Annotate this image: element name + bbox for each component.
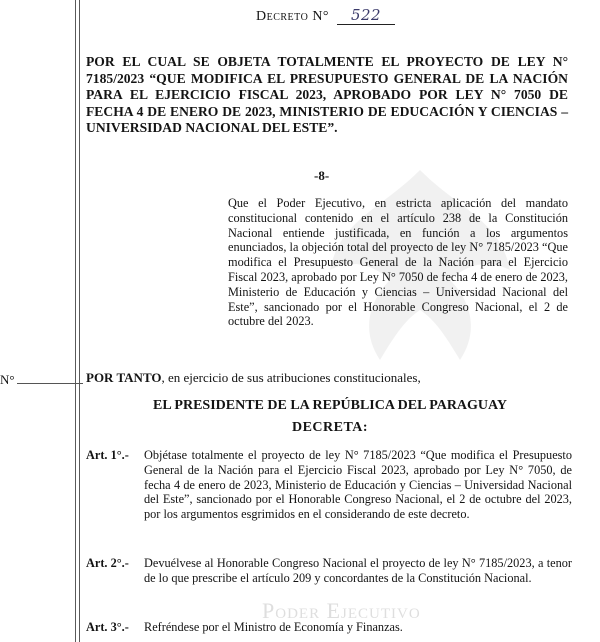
por-tanto-clause xyxy=(86,370,421,386)
margin-number-blank xyxy=(17,383,83,384)
article-3-label: Art. 3°.- xyxy=(86,620,129,634)
article-3-text: Refréndese por el Ministro de Economía y Finanzas. xyxy=(144,620,403,634)
por-tanto-lead: POR TANTO xyxy=(86,370,162,385)
decree-number-line xyxy=(256,6,395,25)
margin-number-field xyxy=(0,372,83,388)
page-number: -8- xyxy=(314,168,330,183)
considering-paragraph: Que el Poder Ejecutivo, en estricta aplicación del mandato constitucional contenido en el artículo 238 de la Constitución Nacional entiende justificada, en función a los argumentos enunciados, la objeción total del proyecto de ley N° 7185/2023 “Que modifica el Presupuesto General de la Nación para el Ejercicio Fiscal 2023, aprobado por Ley N° 7050 de fecha 4 de enero de 2023, Ministerio de Educación y Ciencias – Universidad Nacional del Este”, sancionado por el Honorable Congreso Nacional, el 2 de octubre del 2023. xyxy=(228,196,568,329)
decree-number: 522 xyxy=(337,6,395,25)
president-heading: EL PRESIDENTE DE LA REPÚBLICA DEL PARAGUAY xyxy=(153,398,507,413)
decreta-heading: DECRETA: xyxy=(291,420,369,435)
article-1-text: Objétase totalmente el proyecto de ley N° 7185/2023 “Que modifica el Presupuesto General de la Nación para el Ejercicio Fiscal 2023, aprobado por Ley N° 7050, de fecha 4 de enero de 2023, Ministerio de Educación y Ciencias – Universidad Nacional del Este”, sancionado por el Honorable Congreso Nacional, el 2 de octubre del 2023, por los argumentos esgrimidos en el considerando de este decreto. xyxy=(144,448,572,522)
decree-title: POR EL CUAL SE OBJETA TOTALMENTE EL PROYECTO DE LEY N° 7185/2023 “QUE MODIFICA EL PRESUPUESTO GENERAL DE LA NACIÓN PARA EL EJERCICIO FISCAL 2023, APROBADO POR LEY N° 7050 DE FECHA 4 DE ENERO DE 2023, MINISTERIO DE EDUCACIÓN Y CIENCIAS – UNIVERSIDAD NACIONAL DEL ESTE”. xyxy=(86,54,568,135)
article-3 xyxy=(86,620,572,635)
left-margin-rule-inner xyxy=(79,0,80,642)
article-2-label: Art. 2°.- xyxy=(86,556,129,570)
article-1-label: Art. 1°.- xyxy=(86,448,129,462)
margin-number-label: N° xyxy=(0,372,15,387)
article-1 xyxy=(86,448,572,522)
decree-label: Decreto N° xyxy=(256,9,330,24)
left-margin-rule-outer xyxy=(75,0,76,642)
poder-ejecutivo-watermark: Poder Ejecutivo xyxy=(262,598,421,623)
por-tanto-rest: , en ejercicio de sus atribuciones constitucionales, xyxy=(161,370,421,385)
article-2-text: Devuélvese al Honorable Congreso Nacional el proyecto de ley N° 7185/2023, a tenor de lo que prescribe el artículo 209 y concordantes de la Constitución Nacional. xyxy=(144,556,572,585)
article-2 xyxy=(86,556,572,586)
